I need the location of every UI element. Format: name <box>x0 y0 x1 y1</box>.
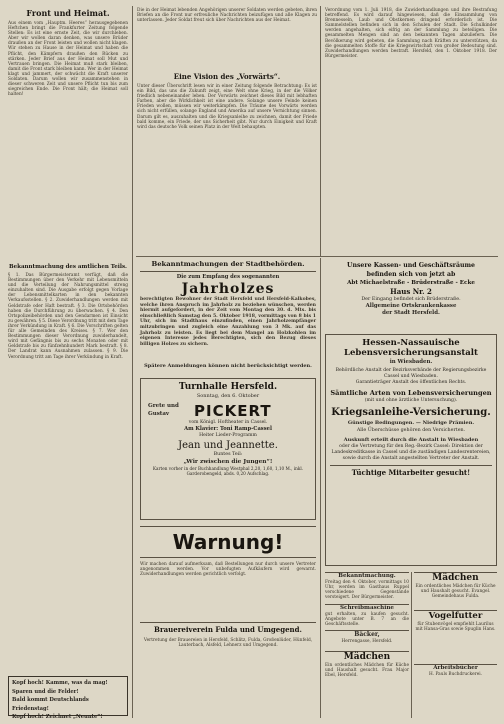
column-divider-4 <box>411 572 412 718</box>
brauerei-title: Brauereiverein Fulda und Umgegend. <box>140 622 316 635</box>
left-column <box>8 8 128 708</box>
right-ad-2-title: Vogelfutter <box>414 610 497 622</box>
slogan-line-1: Kopf hoch! Kamme, was da mag! <box>12 680 108 686</box>
turnhalle-title: Turnhalle Hersfeld. <box>178 382 278 392</box>
hessen-info-body: oder die Vertretung für den Reg.-Bezirk Cassel: Direktion der Landeskreditkasse in Cassel und die zuständigen Landesrentereien, sowie durch die Anstalt angestellten Vertreter der Anstalt. <box>331 444 491 461</box>
jahrholz-body: berechtigten Bewohner der Stadt Hersfeld und Hersfeld-Kalkobes, welche ihren Anspruch im Jahrholz zu beziehen wünschen, werden hiermit aufgefordert, in der Zeit vom Montag den 30. d. Mts. bis einschließlich Samstag den 5. Oktober 1918, vormittags von 8 bis 1 Uhr, sich im Stadthaus einzufinden, einen Jahrholzempfänger mitzubringen und zugleich eine Anzahlung von 3 Mk. auf das Jahrholz zu leisten. Es liegt bei dem Mangel an Holzkohlen im eigenen Interesse jedes Berechtigten, sich den Bezug dieses billigen Holzes zu sichern. <box>140 297 316 347</box>
article-title-front-und-heimat: Front und Heimat. <box>26 8 110 18</box>
hessen-types: Sämtliche Arten von Lebensversicherungen <box>330 389 492 397</box>
horizontal-divider <box>136 256 498 257</box>
warnung-title: Warnung! <box>140 526 316 558</box>
article-body-front-und-heimat: Aus einem vom „Hauptm. Heeres“ herausgegebenen Heftchen bringt die Frankfurter Zeitung folgende Stellen: Es ist eine ernste Zeit, die wir durchleben. Aber wir wollen daran denken, was unsere Brüder draußen an der Front leisten und wollen nicht klagen. Wir stehen zu Hause in der Heimat und haben die Pflicht, den Kämpfern draußen den Rücken zu stärken. Jeder Brief aus der Heimat soll Mut und Vertrauen bringen. Die Heimat muß stark bleiben, damit die Front stark bleiben kann. Wer in der Heimat klagt und jammert, der schwächt die Kraft unserer Soldaten. Darum wollen wir zusammenstehen in dieser schweren Zeit und unsere Pflicht tun bis zum siegreichen Ende. Die Front hält; die Heimat soll halten! <box>8 21 128 98</box>
turnhalle-ad <box>140 378 316 520</box>
brauerei-body: Vertretung der Brauereien in Hersfeld, Schlitz, Fulda, Großenlüder, Hünfeld, Lauterbach, Alsfeld, Lehnerz und Umgegend. <box>143 638 313 649</box>
small-ad-3-title: Bäcker, <box>325 630 409 639</box>
kassen-line-6: Allgemeine Ortskrankenkasse <box>365 303 457 309</box>
right-ad-1-title: Mädchen <box>414 572 497 584</box>
kassen-line-5: Der Eingang befindet sich Brüderstraße. <box>361 297 461 302</box>
turnhalle-names: Jean und Jeannette. <box>178 440 278 451</box>
right-ad-1-body: Ein ordentliches Mädchen für Küche und Haushalt gesucht. Evangel. Gemeindehaus Fulda. <box>415 584 496 600</box>
hessen-profit: Alle Überschüsse gehören den Versicherten. <box>356 428 466 433</box>
turnhalle-text-title: Buntes Teil: <box>213 452 243 457</box>
column-divider-2 <box>320 6 321 256</box>
turnhalle-date: Sonntag, den 6. Oktober <box>196 393 260 399</box>
column-divider-3 <box>320 258 321 718</box>
hessen-guarantee: Garantieträger Anstalt des öffentlichen Rechts. <box>355 380 467 385</box>
hessen-types-sub: (mit und ohne ärztliche Untersuchung). <box>364 398 458 403</box>
article-title-amtlich: Bekanntmachung des amtlichen Teils. <box>9 264 127 270</box>
small-ad-1-title: Bekanntmachung. <box>325 572 409 580</box>
slogan-line-3: Bald kommt Deutschlands Friedenstag! <box>12 697 89 712</box>
hessen-nassauische-ad <box>325 334 497 566</box>
hessen-description: Behördliche Anstalt der Bezirksverbände der Regierungsbezirke Cassel und Wiesbaden. <box>335 368 487 379</box>
turnhalle-tickets: Karten vorher in der Buchhandlung Westphal 2,20, 1,60, 1,10 M., inkl. Garderobengeld, abds. 0,20 Aufschlag. <box>152 466 304 477</box>
middle-top-column <box>137 8 317 252</box>
jahrholz-title: Jahrholzes <box>181 281 275 297</box>
right-ad-2-body: für Stubenvögel empfiehlt Laurilus mit Hansa-Gras sowie Spuglin Hans. <box>415 622 496 633</box>
hessen-title-2: Lebensversicherungsanstalt <box>344 348 478 358</box>
slogan-box <box>8 676 128 720</box>
jahrholz-footer: Spätere Anmeldungen können nicht berücksichtigt werden. <box>144 363 312 369</box>
jahrholz-notice <box>140 274 316 374</box>
small-ad-2-body: gut erhalten, zu kaufen gesucht. Angebote unter B. 7 an die Geschäftsstelle. <box>325 612 409 628</box>
article-title-vision: Eine Vision des „Vorwärts“. <box>173 72 281 81</box>
right-top-body: Verordnung vom 1. Juli 1918, die Zuwiderhandlungen und ihre Bestrafung betreffend. Es wird darauf hingewiesen, daß die Einsammlung von Brennesseln, Laub und Obstkernen dringend erforderlich ist. Die Sammelstellen befinden sich in den Schulen der Stadt. Die Schulkinder werden angehalten, sich eifrig an der Sammlung zu beteiligen. Die gesammelten Mengen sind an den bekannten Tagen abzuliefern. Die Bevölkerung wird gebeten, die Sammlung nach Kräften zu unterstützen, da die gesammelten Stoffe für die Kriegswirtschaft von großer Bedeutung sind. Zuwiderhandlungen werden bestraft. Hersfeld, den 1. Oktober 1918. Der Bürgermeister. <box>325 8 497 59</box>
hessen-kriegsanleihe: Kriegsanleihe-Versicherung. <box>331 407 491 418</box>
turnhalle-accompanist: Am Klavier: Toni Ramp-Cassel <box>184 426 272 432</box>
turnhalle-performer-surname: PICKERT <box>194 402 272 420</box>
small-ads-column <box>325 572 409 718</box>
column-divider-1 <box>132 6 133 718</box>
middle-top-body-1: Die in der Heimat lebenden Angehörigen unserer Soldaten werden gebeten, ihren Briefen an die Front nur erfreuliche Nachrichten beizufügen und alle Klagen zu unterlassen. Jeder Soldat freut sich über Nachrichten aus der Heimat. <box>137 8 317 24</box>
kassen-line-2: befinden sich von jetzt ab <box>366 270 456 278</box>
hessen-location: in Wiesbaden. <box>389 359 433 365</box>
right-ad-3-title: Arbeitsbücher <box>414 664 497 672</box>
slogan-line-4: Kopf hoch! Zeichnet „Neunte“! <box>12 714 103 720</box>
slogan-line-2: Sparen und die Felder! <box>12 688 79 695</box>
warnung-ad <box>140 526 316 618</box>
turnhalle-quote: „Wir zwischen die Jungen“! <box>183 459 273 465</box>
turnhalle-performer-first-names: Grete und Gustav <box>148 403 179 417</box>
small-ad-4-body: Ein ordentliches Mädchen für Küche und Haushalt gesucht. Frau Major Ebel, Hersfeld. <box>325 663 409 679</box>
small-ad-1-body: Freitag den 4. Oktober, vormittags 10 Uhr, werden im Gasthaus Ruppel verschiedene Gegenstände versteigert. Der Bürgermeister. <box>325 580 409 601</box>
right-small-ads-column <box>414 572 497 718</box>
article-body-vision: Unter dieser Überschrift lesen wir in einer Zeitung folgende Betrachtung: Es ist ein Bild, das uns die Zukunft zeigt, eine Welt ohne Krieg, in der die Völker friedlich nebeneinander leben. Der Vorwärts zeichnet dieses Bild mit lebhaften Farben, aber die Wirklichkeit ist eine andere. Solange unsere Feinde keinen Frieden wollen, müssen wir weiterkämpfen. Die Träume des Vorwärts werden sich nicht erfüllen, solange England und Amerika auf unsere Vernichtung sinnen. Darum gilt es, auszuhalten und die Kriegsanleihe zu zeichnen, damit der Friede bald komme, ein Friede, der uns Sicherheit gibt. Nur durch Einigkeit und Kraft wird das deutsche Volk seinen Platz in der Welt behaupten. <box>137 84 317 130</box>
small-ad-4-title: Mädchen <box>325 651 409 663</box>
right-ad-3-body: H. Pauls Buchdruckerei. <box>428 672 482 677</box>
turnhalle-subtitle: vom Königl. Hoftheater in Cassel. <box>188 420 268 425</box>
brauerei-ad <box>140 622 316 718</box>
hessen-mitarbeiter: Tüchtige Mitarbeiter gesucht! <box>330 465 492 478</box>
warnung-body: Wir machen darauf aufmerksam, daß Bestellungen nur durch unsere Vertreter angenommen werden. Vor unbefugten Aufkäufern wird gewarnt. Zuwiderhandlungen werden gerichtlich verfolgt. <box>140 562 316 578</box>
small-ad-2-title: Schreibmaschine <box>325 604 409 612</box>
kassen-line-1: Unsere Kassen- und Geschäftsräume <box>347 262 475 269</box>
kassen-line-7: der Stadt Hersfeld. <box>382 310 440 316</box>
hessen-conditions: Günstige Bedingungen. — Niedrige Prämien. <box>347 420 475 426</box>
right-top-column <box>325 8 497 252</box>
kassen-notice <box>325 262 497 330</box>
hessen-info-head: Auskunft erteilt durch die Anstalt in Wiesbaden <box>343 437 479 443</box>
kassen-line-3: Abt Michaelstraße - Brüderstraße - Ecke <box>347 280 475 286</box>
article-body-amtlich: § 1. Das Bürgermeisteramt verfügt, daß die Bestimmungen über den Verkehr mit Lebensmitteln und die Verteilung der Nahrungsmittel streng einzuhalten sind. Die Ausgabe erfolgt gegen Vorlage der Lebensmittelkarten in den bekannten Verkaufsstellen. § 2. Zuwiderhandlungen werden mit Geldstrafe oder Haft bestraft. § 3. Die Ortsbehörden haben die Durchführung zu überwachen. § 4. Den Ortspolizeibehörden und den Gendarmen ist Einsicht zu gewähren. § 5. Diese Verordnung tritt mit dem Tage ihrer Verkündung in Kraft. § 6. Die Vorschriften gelten für alle Gemeinden des Kreises. § 7. Wer den Bestimmungen dieser Verordnung zuwiderhandelt, wird mit Gefängnis bis zu sechs Monaten oder mit Geldstrafe bis zu fünfzehnhundert Mark bestraft. § 8. Der Landrat kann Ausnahmen zulassen. § 9. Die Verordnung tritt am Tage ihrer Verkündung in Kraft. <box>8 273 129 360</box>
hessen-title-1: Hessen-Nassauische <box>362 338 460 348</box>
notice-header: Bekanntmachungen der Stadtbehörden. <box>140 260 316 272</box>
jahrholz-intro: Die zum Empfang des sogenannten <box>176 274 280 280</box>
small-ad-3-body: Herrengasse, Hersfeld. <box>341 639 393 644</box>
kassen-line-4: Haus Nr. 2 <box>390 287 432 296</box>
turnhalle-program: Heiter Lieder-Programm <box>199 433 257 438</box>
